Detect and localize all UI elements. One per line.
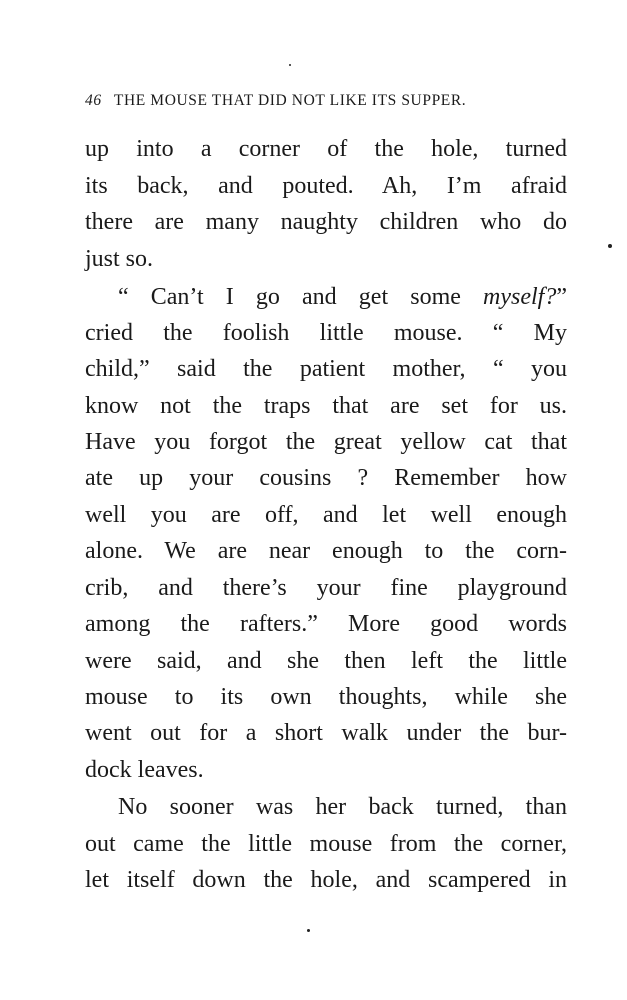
text-line: just so. — [85, 246, 154, 272]
text-line: were said, and she then left the little — [85, 648, 567, 674]
text-line-part: “ Can’t I go and get some — [118, 284, 484, 310]
running-title: THE MOUSE THAT DID NOT LIKE ITS SUPPER. — [113, 92, 467, 109]
text-line: No sooner was her back turned, than — [118, 794, 567, 820]
running-header — [85, 92, 560, 110]
text-line: its back, and pouted. Ah, I’m afraid — [85, 173, 567, 199]
text-line: out came the little mouse from the corner, — [85, 831, 567, 857]
text-line: there are many naughty children who do — [85, 209, 567, 235]
text-line: ate up your cousins ? Remember how — [85, 465, 567, 491]
text-line-part: ” — [556, 284, 567, 310]
ink-speck — [608, 244, 612, 248]
text-line: went out for a short walk under the bur- — [85, 720, 567, 746]
text-line: cried the foolish little mouse. “ My — [85, 320, 567, 346]
text-line: up into a corner of the hole, turned — [85, 136, 567, 162]
text-line: let itself down the hole, and scampered in — [85, 867, 567, 893]
text-line: among the rafters.” More good words — [85, 611, 567, 637]
text-line: mouse to its own thoughts, while she — [85, 684, 567, 710]
page-number: 46 — [85, 92, 102, 109]
text-line: Have you forgot the great yellow cat that — [85, 429, 567, 455]
ink-speck — [289, 64, 291, 66]
text-line: alone. We are near enough to the corn- — [85, 538, 567, 564]
text-line: know not the traps that are set for us. — [85, 393, 567, 419]
text-line: child,” said the patient mother, “ you — [85, 356, 567, 382]
text-line: dock leaves. — [85, 757, 204, 783]
text-line: crib, and there’s your fine playground — [85, 575, 567, 601]
emphasis-text: myself? — [483, 284, 557, 310]
text-line — [118, 282, 567, 312]
ink-speck — [307, 929, 310, 932]
text-line: well you are off, and let well enough — [85, 502, 567, 528]
